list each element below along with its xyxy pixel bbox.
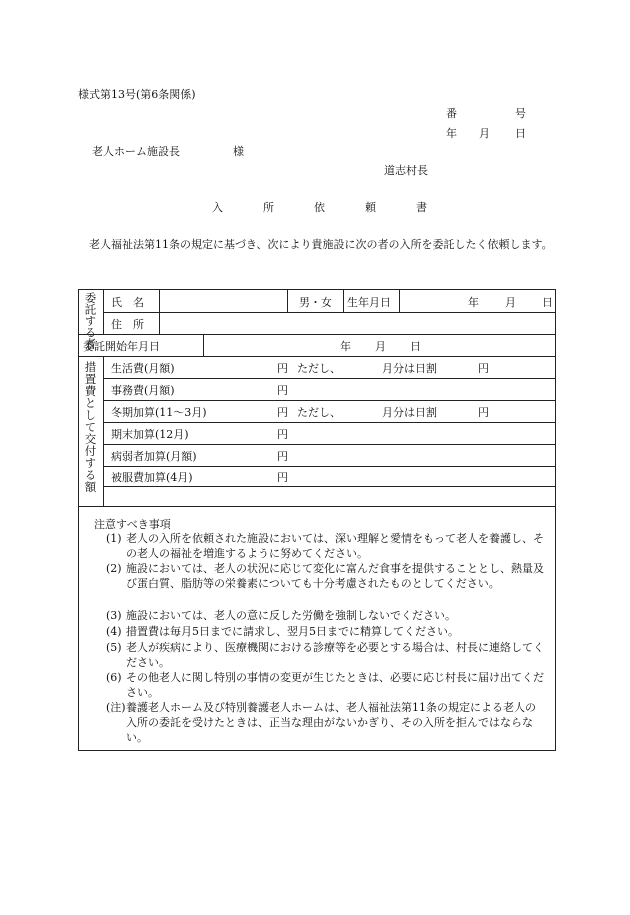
- title-char: 頼: [365, 201, 376, 214]
- note-item: (1) 老人の入所を依頼された施設においては、深い理解と愛情をもって老人を養護し、その老人の福祉を増進するように努めてください。: [106, 532, 544, 560]
- start-month-label: 月: [375, 340, 386, 353]
- sender: 道志村長: [384, 164, 428, 177]
- cost-row-label: 生活費(月額): [111, 362, 175, 375]
- gender-label: 男・女: [299, 296, 332, 309]
- cost-yen: 円: [277, 362, 288, 375]
- birth-day-label: 日: [542, 296, 553, 309]
- cost-yen: 円: [277, 428, 288, 441]
- cost-daily-yen: 円: [478, 362, 489, 375]
- note-item: (注) 養護老人ホーム及び特別養護老人ホームは、老人福祉法第11条の規定による老人の入所の委託を受けたときは、正当な理由がないかぎり、その入所を拒んではならない。: [106, 701, 536, 744]
- addressee: 老人ホーム施設長: [92, 145, 180, 158]
- name-label: 氏 名: [111, 296, 144, 309]
- title-char: 入: [212, 201, 223, 214]
- document-number-label: 番: [446, 107, 457, 120]
- date-day-label: 日: [515, 127, 526, 140]
- cost-row-label: 事務費(月額): [111, 384, 175, 397]
- cost-row-label: 期末加算(12月): [111, 428, 189, 441]
- note-item: (4) 措置費は毎月5日までに請求し、翌月5日までに精算してください。: [106, 625, 459, 638]
- start-day-label: 日: [410, 340, 421, 353]
- title-char: 依: [314, 201, 325, 214]
- cost-proviso: ただし、: [297, 362, 341, 375]
- cost-row-label: 冬期加算(11～3月): [111, 406, 207, 419]
- start-date-label: 委託開始年月日: [83, 340, 160, 353]
- title-char: 書: [416, 201, 427, 214]
- note-item: (3) 施設においては、老人の意に反した労働を強制しないでください。: [106, 609, 456, 622]
- document-number-suffix: 号: [515, 107, 526, 120]
- birth-year-label: 年: [468, 296, 479, 309]
- date-year-label: 年: [446, 127, 457, 140]
- note-item: (5) 老人が疾病により、医療機関における診療等を必要とする場合は、村長に連絡してください。: [106, 641, 544, 669]
- cost-yen: 円: [277, 471, 288, 484]
- cost-row-label: 被服費加算(4月): [111, 471, 193, 484]
- title-char: 所: [263, 201, 274, 214]
- request-table: [78, 289, 556, 507]
- request-body-text: 老人福祉法第11条の規定に基づき、次により貴施設に次の者の入所を委託したく依頼します。: [89, 238, 553, 251]
- birthdate-label: 生年月日: [347, 296, 391, 309]
- section-label-person: 委託する者: [83, 292, 98, 350]
- date-month-label: 月: [479, 127, 490, 140]
- section-label-costs: 措置費として交付する額: [83, 361, 98, 493]
- document-title: [212, 199, 467, 215]
- addressee-honorific: 様: [233, 145, 244, 158]
- cost-daily-rate: 月分は日割: [382, 406, 437, 419]
- cost-proviso: ただし、: [297, 406, 341, 419]
- form-number: 様式第13号(第6条関係): [78, 88, 196, 101]
- note-item: (6) その他老人に関し特別の事情の変更が生じたときは、必要に応じ村長に届け出てください。: [106, 671, 544, 699]
- start-year-label: 年: [340, 340, 351, 353]
- birth-month-label: 月: [505, 296, 516, 309]
- cost-daily-yen: 円: [478, 406, 489, 419]
- note-item: (2) 施設においては、老人の状況に応じて変化に富んだ食事を提供することとし、熱量及び蛋白質、脂肪等の栄養素についても十分考慮されたものとしてください。: [106, 562, 544, 590]
- address-label: 住 所: [111, 318, 144, 331]
- notes-heading: 注意すべき事項: [94, 518, 171, 531]
- cost-row-label: 病弱者加算(月額): [111, 450, 197, 463]
- cost-yen: 円: [277, 450, 288, 463]
- cost-yen: 円: [277, 406, 288, 419]
- notes-box: [78, 507, 556, 751]
- cost-yen: 円: [277, 384, 288, 397]
- cost-daily-rate: 月分は日割: [382, 362, 437, 375]
